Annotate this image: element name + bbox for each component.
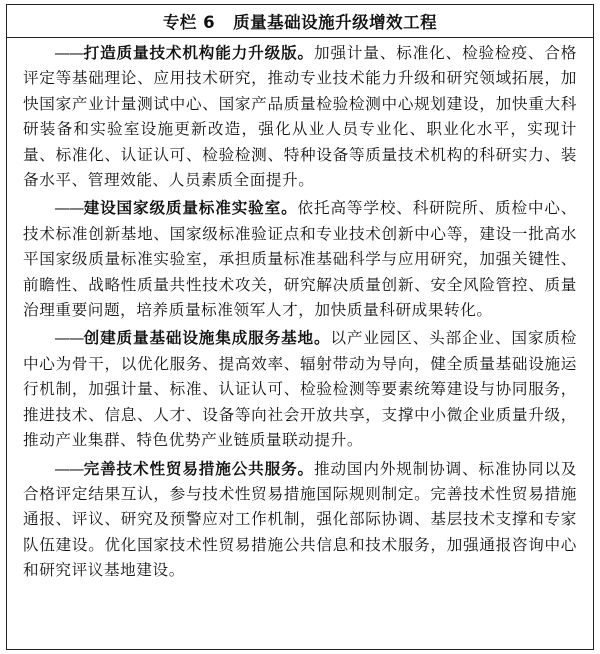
box-title-text: 质量基础设施升级增效工程 — [233, 13, 438, 32]
em-dash: —— — [54, 459, 84, 478]
paragraph-2 — [23, 195, 577, 323]
paragraph-body: 加强计量、标准化、检验检疫、合格评定等基础理论、应用技术研究，推动专业技术能力升级和研究领域拓展，加快国家产业计量测试中心、国家产品质量检验检测中心规划建设，加快重大科研装备和实验室设施更新改造，强化从业人员专业化、职业化水平，实现计量、标准化、认证认可、检验检测、特种设备等质量技术机构的科研实力、装备水平、管理效能、人员素质全面提升。 — [23, 44, 577, 190]
box-title — [7, 5, 593, 38]
paragraph-body: 推动国内外规制协调、标准协同以及合格评定结果互认，参与技术性贸易措施国际规则制定。完善技术性贸易措施通报、评议、研究及预警应对工作机制，强化部际协调、基层技术支撑和专家队伍建设。优化国家技术性贸易措施公共信息和技术服务，加强通报咨询中心和研究评议基地建设。 — [23, 459, 577, 580]
em-dash: —— — [54, 199, 84, 218]
feature-box — [6, 4, 594, 650]
paragraph-1 — [23, 40, 577, 193]
paragraph-body: 依托高等学校、科研院所、质检中心、技术标准创新基地、国家级标准验证点和专业技术创新中心等，建设一批高水平国家级质量标准实验室，承担质量标准基础科学与应用研究，加强关键性、前瞻性、战略性质量共性技术攻关，研究解决质量创新、安全风险管控、质量治理重要问题，培养质量标准领军人才，加快质量科研成果转化。 — [23, 199, 577, 320]
box-number: 专栏 6 — [162, 13, 216, 32]
paragraph-4 — [23, 456, 577, 584]
em-dash: —— — [54, 44, 84, 62]
paragraph-lead: 创建质量基础设施集成服务基地。 — [83, 328, 331, 348]
box-content — [7, 38, 593, 584]
em-dash: —— — [54, 329, 84, 348]
paragraph-lead: 建设国家级质量标准实验室。 — [83, 198, 298, 218]
paragraph-body: 以产业园区、头部企业、国家质检中心为骨干，以优化服务、提高效率、辐射带动为导向，健全质量基础设施运行机制，加强计量、标准、认证认可、检验检测等要素统筹建设与协同服务，推进技术、信息、人才、设备等向社会开放共享，支撑中小微企业质量升级，推动产业集群、特色优势产业链质量联动提升。 — [23, 329, 577, 450]
paragraph-lead: 完善技术性贸易措施公共服务。 — [83, 458, 314, 478]
paragraph-3 — [23, 325, 577, 453]
paragraph-lead: 打造质量技术机构能力升级版。 — [83, 43, 314, 62]
